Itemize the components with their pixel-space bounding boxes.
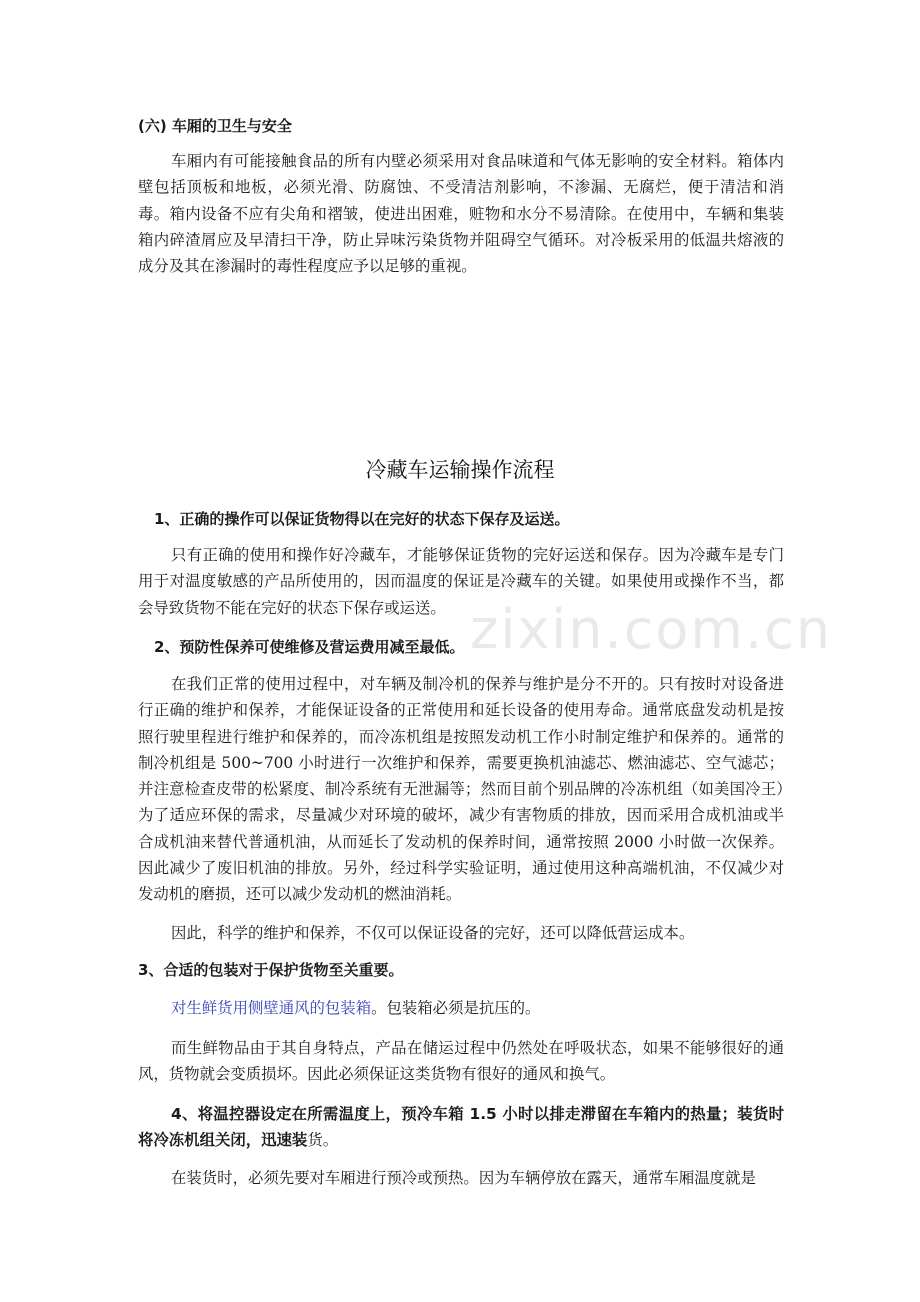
item4-heading-tail: 货。	[307, 1131, 339, 1150]
item4-heading-bold: 4、将温控器设定在所需温度上，预冷车箱 1.5 小时以排走滞留在车箱内的热量；装货时将冷冻机组关闭，迅速装	[138, 1105, 784, 1150]
item1-paragraph: 只有正确的使用和操作好冷藏车，才能够保证货物的完好运送和保存。因为冷藏车是专门用于对温度敏感的产品所使用的，因而温度的保证是冷藏车的关键。如果使用或操作不当，都会导致货物不能在完好的状态下保存或运送。	[138, 546, 784, 617]
item2-conclusion: 因此，科学的维护和保养，不仅可以保证设备的完好，还可以降低营运成本。	[171, 924, 695, 942]
item3-heading: 3、合适的包装对于保护货物至关重要。	[138, 961, 404, 979]
section-heading: (六) 车厢的卫生与安全	[138, 117, 292, 135]
item1-heading: 1、正确的操作可以保证货物得以在完好的状态下保存及运送。	[154, 510, 570, 528]
item3-first-line	[138, 995, 784, 1021]
item3-paragraph: 而生鲜物品由于其自身特点，产品在储运过程中仍然处在呼吸状态，如果不能够很好的通风，货物就会变质损坏。因此必须保证这类货物有很好的通风和换气。	[138, 1039, 784, 1084]
packaging-link[interactable]: 对生鲜货用侧壁通风的包装箱	[171, 999, 372, 1017]
item2-heading: 2、预防性保养可使维修及营运费用减至最低。	[154, 638, 465, 656]
item4-heading	[138, 1101, 784, 1154]
item3-first-line-tail: 。包装箱必须是抗压的。	[371, 999, 541, 1017]
document-title: 冷藏车运输操作流程	[365, 458, 555, 482]
watermark: zixin.com.cn	[470, 598, 833, 661]
section-paragraph: 车厢内有可能接触食品的所有内壁必须采用对食品味道和气体无影响的安全材料。箱体内壁包括顶板和地板，必须光滑、防腐蚀、不受清洁剂影响，不渗漏、无腐烂，便于清洁和消毒。箱内设备不应有尖角和褶皱，使进出困难，赃物和水分不易清除。在使用中，车辆和集装箱内碎渣屑应及早清扫干净，防止异味污染货物并阻碍空气循环。对冷板采用的低温共熔液的成分及其在渗漏时的毒性程度应予以足够的重视。	[138, 152, 784, 276]
item4-paragraph: 在装货时，必须先要对车厢进行预冷或预热。因为车辆停放在露天，通常车厢温度就是	[171, 1169, 756, 1187]
item2-paragraph: 在我们正常的使用过程中，对车辆及制冷机的保养与维护是分不开的。只有按时对设备进行正确的维护和保养，才能保证设备的正常使用和延长设备的使用寿命。通常底盘发动机是按照行驶里程进行维护和保养的，而冷冻机组是按照发动机工作小时制定维护和保养的。通常的制冷机组是 500~700 小时进行一次维护和保养，需要更换机油滤芯、燃油滤芯、空气滤芯；并注意检查皮带的松紧度、制冷系统有无泄漏等；然而目前个别品牌的冷冻机组（如美国冷王）为了适应环保的需求，尽量减少对环境的破坏，减少有害物质的排放，因而采用合成机油或半合成机油来替代普通机油，从而延长了发动机的保养时间，通常按照 2000 小时做一次保养。因此减少了废旧机油的排放。另外，经过科学实验证明，通过使用这种高端机油，不仅减少对发动机的磨损，还可以减少发动机的燃油消耗。	[138, 675, 784, 904]
